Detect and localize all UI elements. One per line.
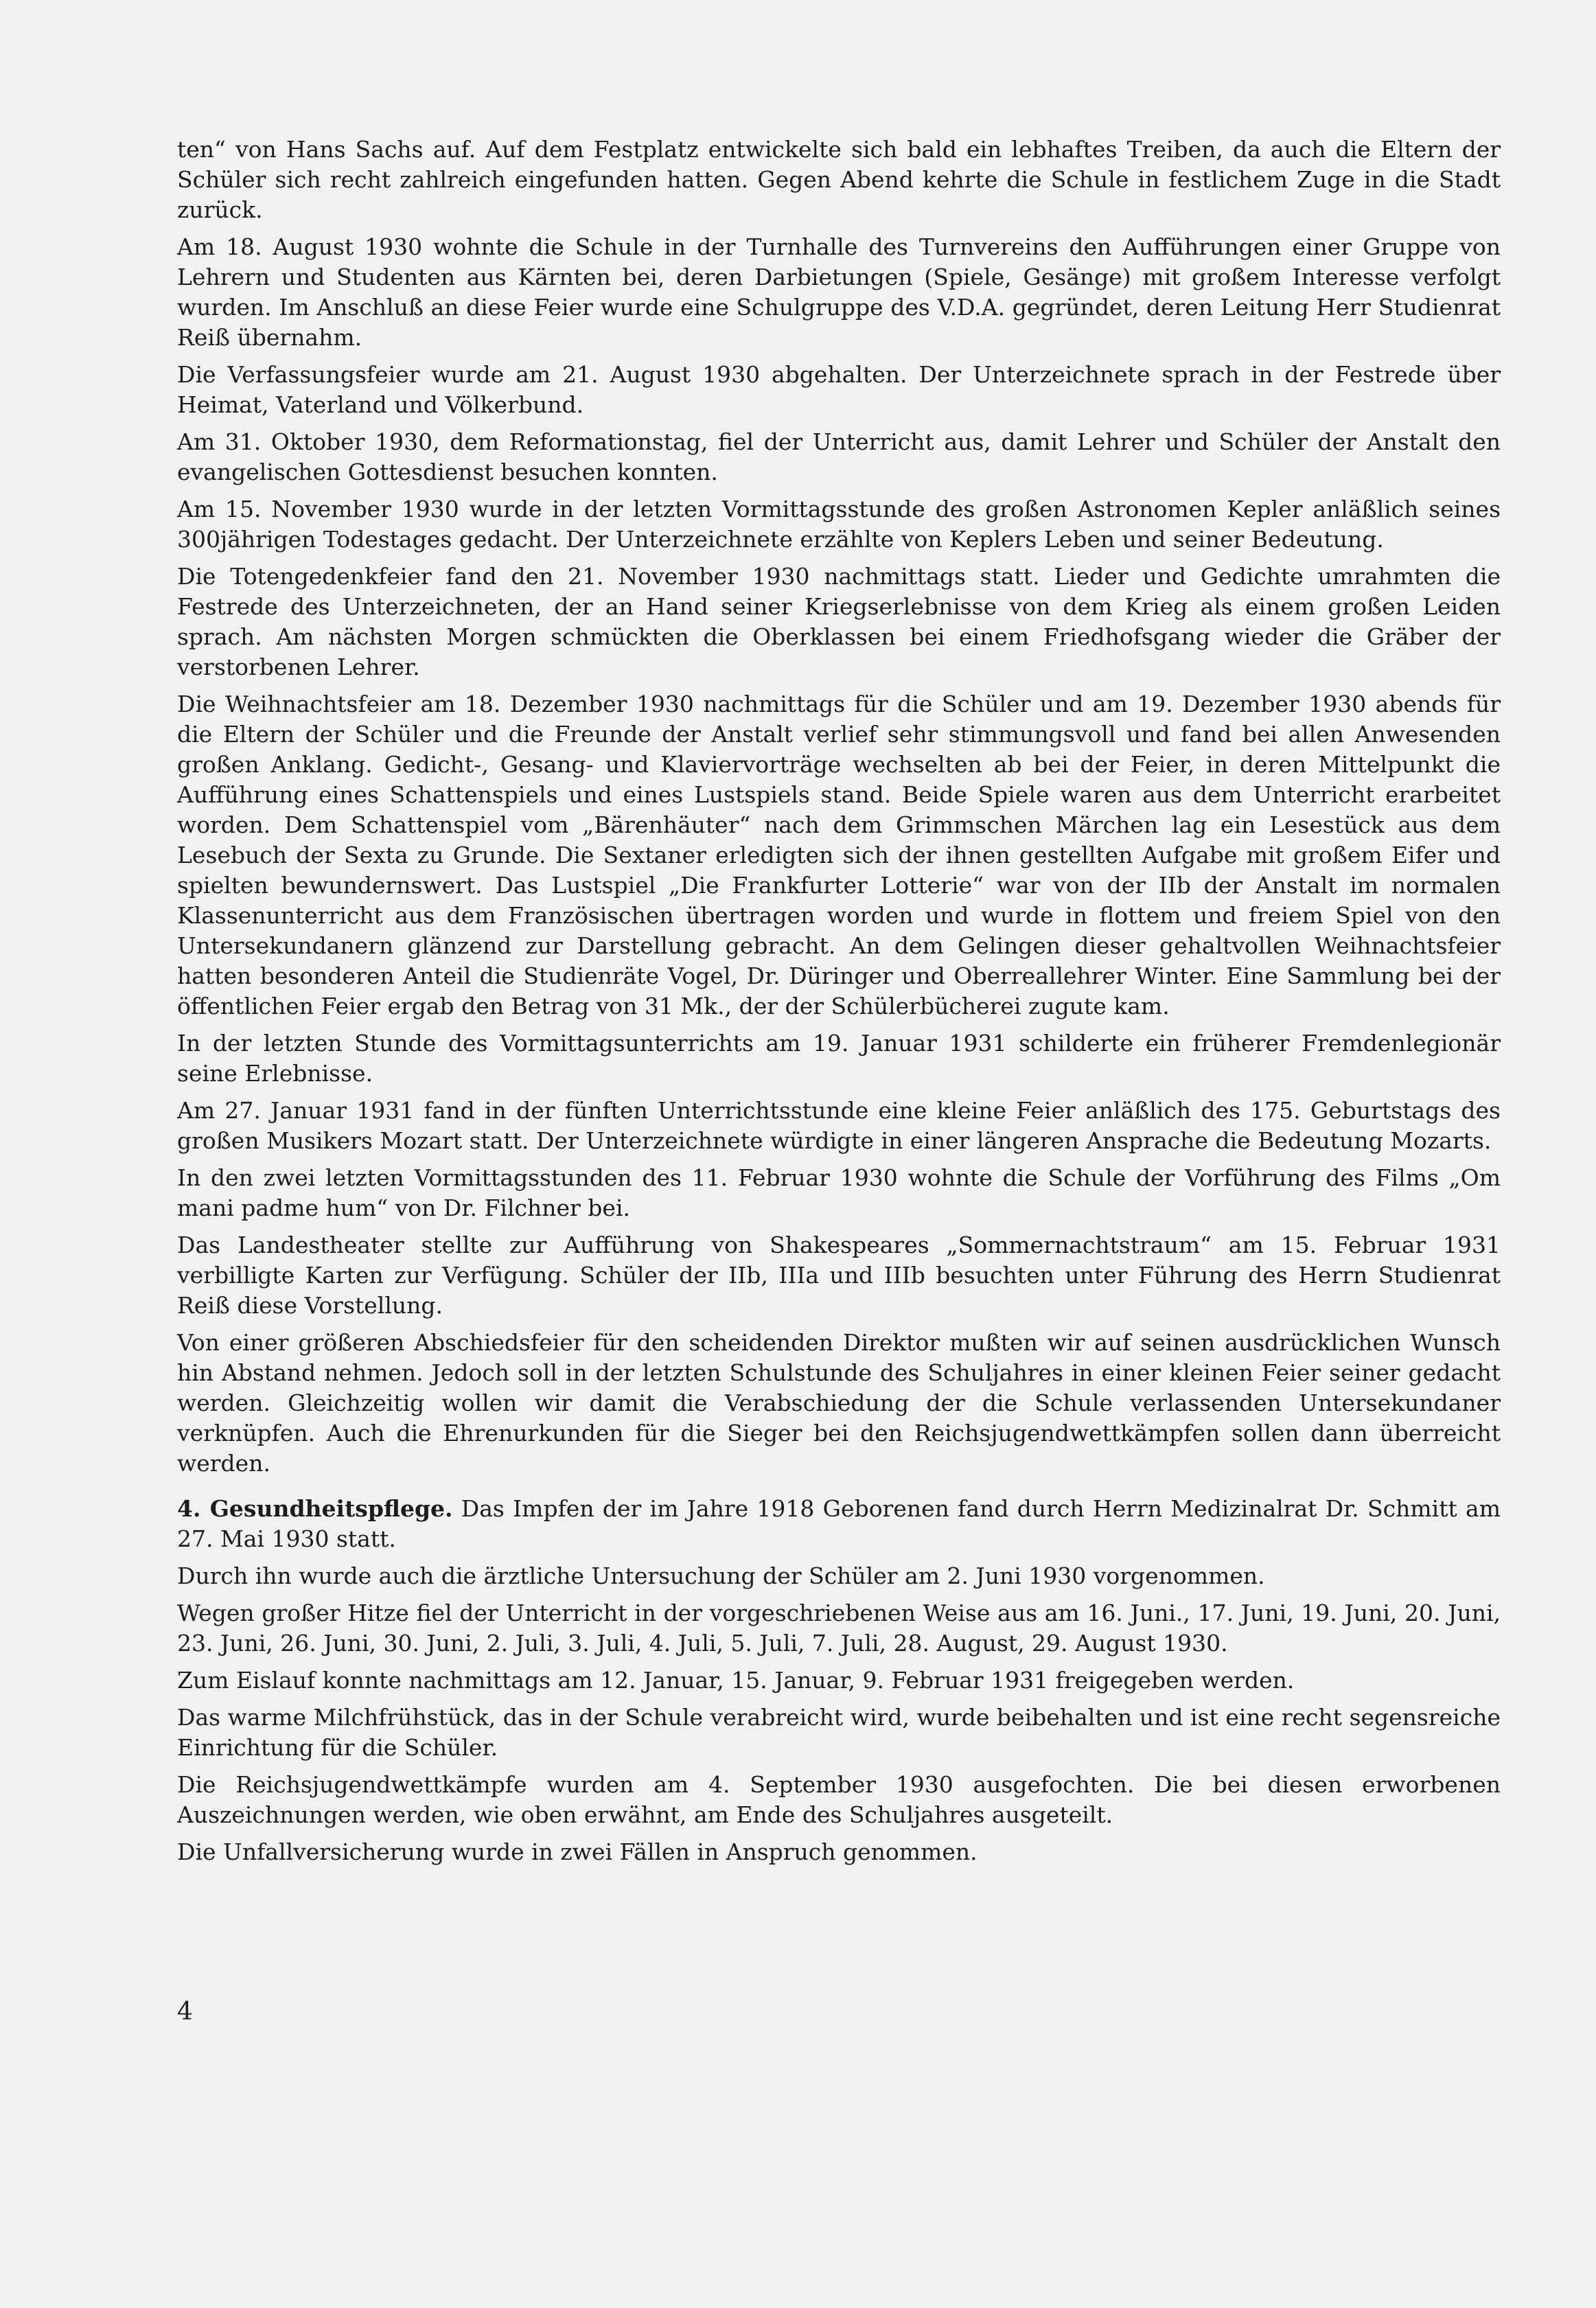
paragraph-abschiedsfeier: Von einer größeren Abschiedsfeier für den scheidenden Direktor mußten wir auf seinen ausdrücklichen Wunsch hin Abstand nehmen. Jedoch soll in der letzten Schulstunde des Schuljahres in einer kleinen Feier seiner gedacht werden. Gleichzeitig wollen wir damit die Verabschiedung der die Schule verlassenden Untersekundaner verknüpfen. Auch die Ehrenurkunden für die Sieger bei den Reichsjugendwettkämpfen sollen dann überreicht werden. [177, 1329, 1501, 1477]
paragraph-reichsjugendwettkaempfe: Die Reichsjugendwettkämpfe wurden am 4. September 1930 ausgefochten. Die bei diesen erworbenen Auszeichnungen werden, wie oben erwähnt, am Ende des Schuljahres ausgeteilt. [177, 1771, 1501, 1828]
section-lead-text: Das Impfen der im Jahre 1918 Geborenen fand durch Herrn Medizinalrat Dr. Schmitt am 27. Mai 1930 statt. [177, 1495, 1501, 1552]
paragraph-hitzefrei: Wegen großer Hitze fiel der Unterricht in der vorgeschriebenen Weise aus am 16. Juni., 17. Juni, 19. Juni, 20. Juni, 23. Juni, 26. Juni, 30. Juni, 2. Juli, 3. Juli, 4. Juli, 5. Juli, 7. Juli, 28. August, 29. August 1930. [177, 1600, 1501, 1657]
paragraph-weihnachtsfeier: Die Weihnachtsfeier am 18. Dezember 1930 nachmittags für die Schüler und am 19. Dezember 1930 abends für die Eltern der Schüler und die Freunde der Anstalt verlief sehr stimmungsvoll und fand bei allen Anwesenden großen Anklang. Gedicht-, Gesang- und Klaviervorträge wechselten ab bei der Feier, in deren Mittelpunkt die Aufführung eines Schattenspiels und eines Lustspiels stand. Beide Spiele waren aus dem Unterricht erarbeitet worden. Dem Schattenspiel vom „Bärenhäuter“ nach dem Grimmschen Märchen lag ein Lesestück aus dem Lesebuch der Sexta zu Grunde. Die Sextaner erledigten sich der ihnen gestellten Aufgabe mit großem Eifer und spielten bewundernswert. Das Lustspiel „Die Frankfurter Lotterie“ war von der IIb der Anstalt im normalen Klassenunterricht aus dem Französischen übertragen worden und wurde in flottem und freiem Spiel von den Untersekundanern glänzend zur Darstellung gebracht. An dem Gelingen dieser gehaltvollen Weihnachtsfeier hatten besonderen Anteil die Studienräte Vogel, Dr. Düringer und Oberreallehrer Winter. Eine Sammlung bei der öffentlichen Feier ergab den Betrag von 31 Mk., der der Schülerbücherei zugute kam. [177, 691, 1501, 1019]
paragraph-reformationstag: Am 31. Oktober 1930, dem Reformationstag, fiel der Unterricht aus, damit Lehrer und Schüler der Anstalt den evangelischen Gottesdienst besuchen konnten. [177, 428, 1501, 485]
paragraph-milchfruehstueck: Das warme Milchfrühstück, das in der Schule verabreicht wird, wurde beibehalten und ist eine recht segensreiche Einrichtung für die Schüler. [177, 1704, 1501, 1761]
paragraph-fremdenlegionaer: In der letzten Stunde des Vormittagsunterrichts am 19. Januar 1931 schilderte ein früherer Fremdenlegionär seine Erlebnisse. [177, 1030, 1501, 1087]
section-heading: 4. Gesundheitspflege. [177, 1495, 453, 1522]
paragraph-totengedenkfeier: Die Totengedenkfeier fand den 21. November 1930 nachmittags statt. Lieder und Gedichte umrahmten die Festrede des Unterzeichneten, der an Hand seiner Kriegserlebnisse von dem Krieg als einem großen Leiden sprach. Am nächsten Morgen schmückten die Oberklassen bei einem Friedhofsgang wieder die Gräber der verstorbenen Lehrer. [177, 563, 1501, 680]
paragraph-untersuchung: Durch ihn wurde auch die ärztliche Untersuchung der Schüler am 2. Juni 1930 vorgenommen. [177, 1562, 1265, 1589]
paragraph-eislauf: Zum Eislauf konnte nachmittags am 12. Januar, 15. Januar, 9. Februar 1931 freigegeben werden. [177, 1667, 1295, 1694]
body-text [177, 135, 1501, 1874]
paragraph-kepler: Am 15. November 1930 wurde in der letzten Vormittagsstunde des großen Astronomen Kepler anläßlich seines 300jährigen Todestages gedacht. Der Unterzeichnete erzählte von Keplers Leben und seiner Bedeutung. [177, 496, 1501, 553]
paragraph-verfassungsfeier: Die Verfassungsfeier wurde am 21. August 1930 abgehalten. Der Unterzeichnete sprach in der Festrede über Heimat, Vaterland und Völkerbund. [177, 361, 1501, 418]
paragraph-unfallversicherung: Die Unfallversicherung wurde in zwei Fällen in Anspruch genommen. [177, 1838, 978, 1865]
section-gesundheitspflege [177, 1494, 1501, 1554]
paragraph-kaernten-gruppe: Am 18. August 1930 wohnte die Schule in der Turnhalle des Turnvereins den Aufführungen einer Gruppe von Lehrern und Studenten aus Kärnten bei, deren Darbietungen (Spiele, Gesänge) mit großem Interesse verfolgt wurden. Im Anschluß an diese Feier wurde eine Schulgruppe des V.D.A. gegründet, deren Leitung Herr Studienrat Reiß übernahm. [177, 233, 1501, 351]
paragraph-landestheater: Das Landestheater stellte zur Aufführung von Shakespeares „Sommernachtstraum“ am 15. Februar 1931 verbilligte Karten zur Verfügung. Schüler der IIb, IIIa und IIIb besuchten unter Führung des Herrn Studienrat Reiß diese Vorstellung. [177, 1232, 1501, 1319]
paragraph-festplatz: ten“ von Hans Sachs auf. Auf dem Festplatz entwickelte sich bald ein lebhaftes Treiben, da auch die Eltern der Schüler sich recht zahlreich eingefunden hatten. Gegen Abend kehrte die Schule in festlichem Zuge in die Stadt zurück. [177, 136, 1501, 223]
paragraph-mozart: Am 27. Januar 1931 fand in der fünften Unterrichtsstunde eine kleine Feier anläßlich des 175. Geburtstags des großen Musikers Mozart statt. Der Unterzeichnete würdigte in einer längeren Ansprache die Bedeutung Mozarts. [177, 1097, 1501, 1154]
paragraph-film: In den zwei letzten Vormittagsstunden des 11. Februar 1930 wohnte die Schule der Vorführung des Films „Om mani padme hum“ von Dr. Filchner bei. [177, 1164, 1501, 1221]
page-number: 4 [177, 1998, 193, 2026]
